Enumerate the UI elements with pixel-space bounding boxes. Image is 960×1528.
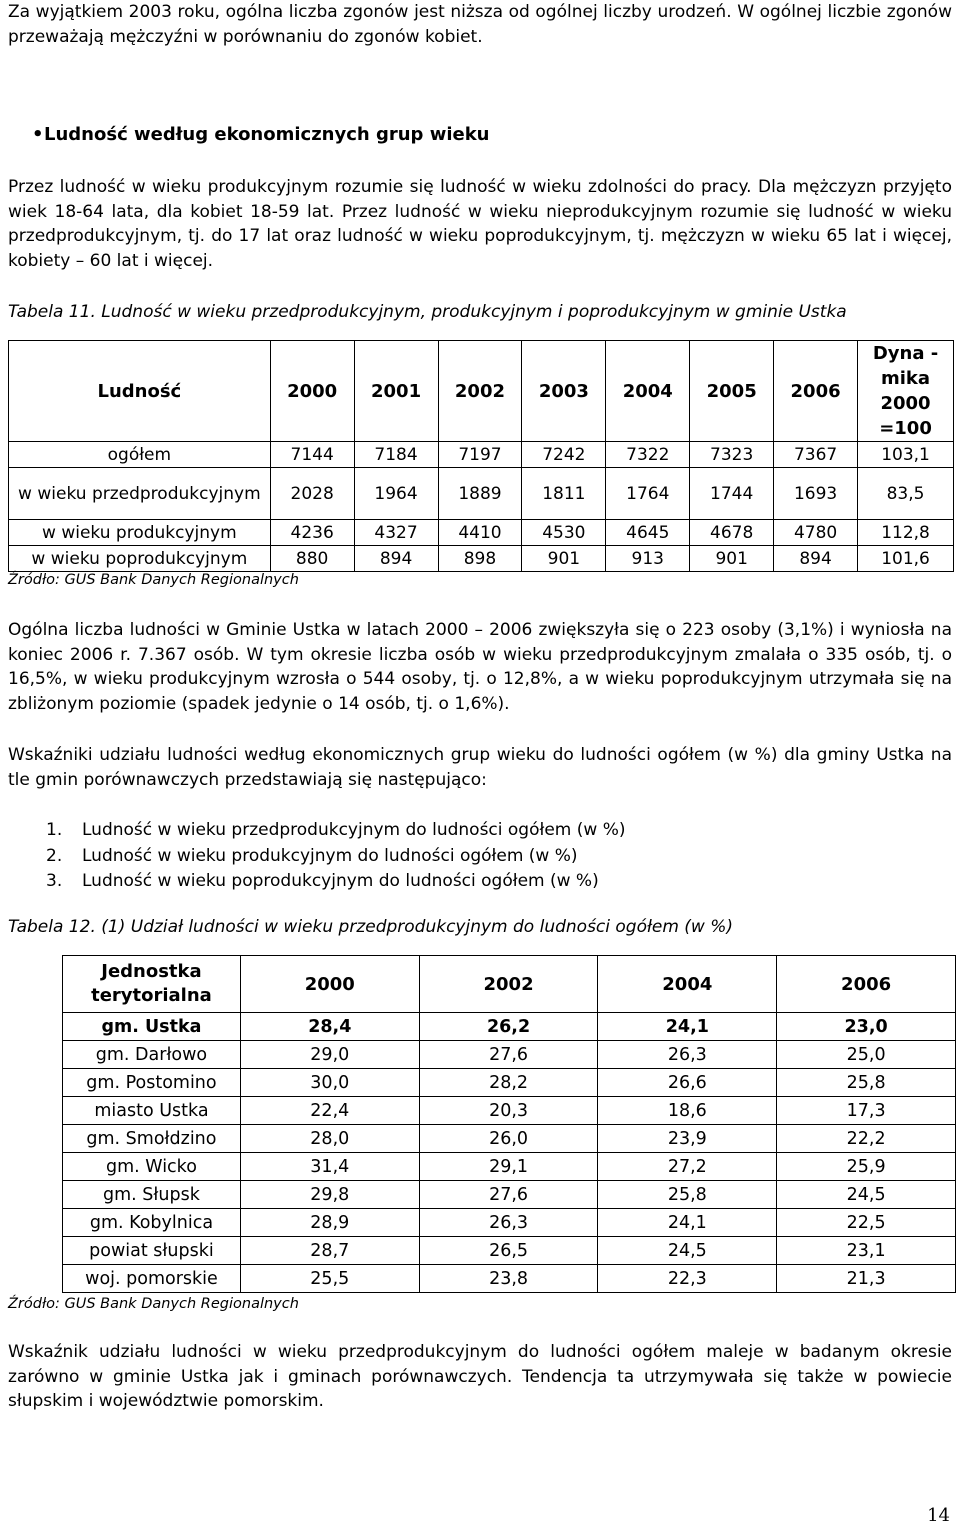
- table-cell: 26,3: [598, 1041, 777, 1069]
- table12-header-cell: 2002: [419, 956, 598, 1013]
- table-cell: 23,9: [598, 1125, 777, 1153]
- table-cell: 4327: [354, 520, 438, 546]
- list-item: [46, 844, 625, 870]
- table-cell: 4678: [690, 520, 774, 546]
- table-cell: 7184: [354, 442, 438, 468]
- table-cell: 29,1: [419, 1153, 598, 1181]
- table-cell: 2028: [270, 468, 354, 520]
- table12-header-cell: Jednostka terytorialna: [63, 956, 241, 1013]
- table12-header-cell: 2006: [777, 956, 956, 1013]
- table-cell: 1764: [606, 468, 690, 520]
- table11-header-cell: Ludność: [9, 341, 271, 442]
- table-cell: 21,3: [777, 1265, 956, 1293]
- table-cell: 28,4: [240, 1013, 419, 1041]
- list-item-text: Ludność w wieku poprodukcyjnym do ludności ogółem (w %): [82, 871, 599, 891]
- table-cell: 26,6: [598, 1069, 777, 1097]
- table-cell: 23,8: [419, 1265, 598, 1293]
- table-cell: 24,5: [598, 1237, 777, 1265]
- table-cell: 24,1: [598, 1013, 777, 1041]
- table12-caption-label: Tabela 12.: [8, 917, 96, 937]
- table-cell: 7144: [270, 442, 354, 468]
- list-item-number: 1.: [46, 820, 63, 840]
- table-cell: 28,7: [240, 1237, 419, 1265]
- table-cell: 898: [438, 546, 522, 572]
- table-cell: miasto Ustka: [63, 1097, 241, 1125]
- table-cell: gm. Słupsk: [63, 1181, 241, 1209]
- table-cell: 1693: [774, 468, 858, 520]
- table-cell: 7242: [522, 442, 606, 468]
- table-cell: gm. Smołdzino: [63, 1125, 241, 1153]
- table12-caption: [8, 917, 733, 937]
- table-cell: 7367: [774, 442, 858, 468]
- table-cell: 25,0: [777, 1041, 956, 1069]
- list-item: [46, 869, 625, 895]
- list-item-text: Ludność w wieku przedprodukcyjnym do ludności ogółem (w %): [82, 820, 626, 840]
- table-cell: 25,5: [240, 1265, 419, 1293]
- table-cell: 27,2: [598, 1153, 777, 1181]
- table-cell: 22,5: [777, 1209, 956, 1237]
- table-cell: 103,1: [858, 442, 954, 468]
- table-cell: 1964: [354, 468, 438, 520]
- table-cell: 23,1: [777, 1237, 956, 1265]
- table-cell: gm. Kobylnica: [63, 1209, 241, 1237]
- conclusion-paragraph: Wskaźnik udziału ludności w wieku przedprodukcyjnym do ludności ogółem maleje w badanym okresie zarówno w gminie Ustka jak i gminach porównawczych. Tendencja ta utrzymywała się także w powiecie słupskim i województwie pomorskim.: [8, 1342, 952, 1411]
- table-cell: 894: [354, 546, 438, 572]
- table-cell: 29,8: [240, 1181, 419, 1209]
- table-cell: gm. Wicko: [63, 1153, 241, 1181]
- table-cell: 23,0: [777, 1013, 956, 1041]
- table-cell: 4530: [522, 520, 606, 546]
- table-row: [63, 1097, 956, 1125]
- table-cell: 22,4: [240, 1097, 419, 1125]
- table-cell: 22,2: [777, 1125, 956, 1153]
- table-cell: 28,2: [419, 1069, 598, 1097]
- table-cell: 28,9: [240, 1209, 419, 1237]
- table-cell: powiat słupski: [63, 1237, 241, 1265]
- table-cell: 29,0: [240, 1041, 419, 1069]
- table-cell: 31,4: [240, 1153, 419, 1181]
- table-cell: 27,6: [419, 1041, 598, 1069]
- table-cell: ogółem: [9, 442, 271, 468]
- table-cell: gm. Ustka: [63, 1013, 241, 1041]
- table12-source: Źródło: GUS Bank Danych Regionalnych: [8, 1296, 299, 1312]
- table-cell: 880: [270, 546, 354, 572]
- table-row: [63, 1069, 956, 1097]
- table-cell: 1811: [522, 468, 606, 520]
- table-cell: 1744: [690, 468, 774, 520]
- table-row: [63, 1209, 956, 1237]
- list-item-number: 3.: [46, 871, 63, 891]
- table-row: [9, 520, 954, 546]
- table11-header-cell: 2002: [438, 341, 522, 442]
- summary-paragraph-2: Wskaźniki udziału ludności według ekonomicznych grup wieku do ludności ogółem (w %) dla gminy Ustka na tle gmin porównawczych przedstawiają się następująco:: [8, 745, 952, 790]
- table12-header-row: [63, 956, 956, 1013]
- table-cell: 27,6: [419, 1181, 598, 1209]
- table-cell: gm. Darłowo: [63, 1041, 241, 1069]
- table-cell: 901: [690, 546, 774, 572]
- table-12: [62, 955, 956, 1293]
- table-cell: 1889: [438, 468, 522, 520]
- table-cell: 30,0: [240, 1069, 419, 1097]
- table11-header-cell: 2000: [270, 341, 354, 442]
- table-cell: 28,0: [240, 1125, 419, 1153]
- indicator-list: [46, 818, 625, 895]
- page-number: 14: [927, 1505, 950, 1526]
- table-cell: 4780: [774, 520, 858, 546]
- table-cell: 26,0: [419, 1125, 598, 1153]
- table-cell: 26,3: [419, 1209, 598, 1237]
- table-cell: 4645: [606, 520, 690, 546]
- table-cell: 20,3: [419, 1097, 598, 1125]
- table11-header-cell: 2005: [690, 341, 774, 442]
- table11-header-cell: 2004: [606, 341, 690, 442]
- table-cell: 25,8: [598, 1181, 777, 1209]
- list-item: [46, 818, 625, 844]
- table-row: [63, 1265, 956, 1293]
- table11-caption-label: Tabela 11.: [8, 302, 96, 322]
- table-cell: 4236: [270, 520, 354, 546]
- table-cell: w wieku poprodukcyjnym: [9, 546, 271, 572]
- table-row: [9, 442, 954, 468]
- summary-paragraph-1: Ogólna liczba ludności w Gminie Ustka w latach 2000 – 2006 zwiększyła się o 223 osoby (3,1%) i wyniosła na koniec 2006 r. 7.367 osób. W tym okresie liczba osób w wieku przedprodukcyjnym zmalała o 335 osób, tj. o 16,5%, w wieku produkcyjnym wzrosła o 544 osoby, tj. o 12,8%, a w wieku poprodukcyjnym utrzymała się na zbliżonym poziomie (spadek jedynie o 14 osób, tj. o 1,6%).: [8, 620, 952, 714]
- table12-header-cell: 2004: [598, 956, 777, 1013]
- table12-caption-text: (1) Udział ludności w wieku przedprodukcyjnym do ludności ogółem (w %): [101, 917, 734, 937]
- table-cell: 901: [522, 546, 606, 572]
- table-cell: w wieku produkcyjnym: [9, 520, 271, 546]
- table11-source: Źródło: GUS Bank Danych Regionalnych: [8, 572, 299, 588]
- table-row: [63, 1181, 956, 1209]
- table-cell: 26,5: [419, 1237, 598, 1265]
- table-row: [63, 1153, 956, 1181]
- table11-caption: [8, 302, 847, 322]
- table11-header-cell: 2001: [354, 341, 438, 442]
- table-cell: woj. pomorskie: [63, 1265, 241, 1293]
- table-row: [63, 1013, 956, 1041]
- table-cell: 83,5: [858, 468, 954, 520]
- table-cell: 913: [606, 546, 690, 572]
- table-cell: 112,8: [858, 520, 954, 546]
- table-cell: 7197: [438, 442, 522, 468]
- table12-header-cell: 2000: [240, 956, 419, 1013]
- table11-header-row: [9, 341, 954, 442]
- table-row: [63, 1125, 956, 1153]
- table-cell: w wieku przedprodukcyjnym: [9, 468, 271, 520]
- table-row: [9, 468, 954, 520]
- intro-paragraph: Za wyjątkiem 2003 roku, ogólna liczba zgonów jest niższa od ogólnej liczby urodzeń. W ogólnej liczbie zgonów przeważają mężczyźni w porównaniu do zgonów kobiet.: [8, 2, 952, 47]
- table-cell: 25,8: [777, 1069, 956, 1097]
- table-cell: 894: [774, 546, 858, 572]
- table-row: [63, 1237, 956, 1265]
- bullet-icon: •: [32, 124, 44, 145]
- table-cell: 26,2: [419, 1013, 598, 1041]
- definition-paragraph: Przez ludność w wieku produkcyjnym rozumie się ludność w wieku zdolności do pracy. Dla mężczyzn przyjęto wiek 18-64 lata, dla kobiet 18-59 lat. Przez ludność w wieku nieprodukcyjnym rozumie się ludność w wieku przedprodukcyjnym, tj. do 17 lat oraz ludność w wieku poprodukcyjnym, tj. mężczyzn w wieku 65 lat i więcej, kobiety – 60 lat i więcej.: [8, 177, 952, 271]
- table-cell: 24,5: [777, 1181, 956, 1209]
- list-item-text: Ludność w wieku produkcyjnym do ludności ogółem (w %): [82, 845, 578, 866]
- table-cell: 4410: [438, 520, 522, 546]
- table11-header-cell: 2003: [522, 341, 606, 442]
- table11-caption-text: Ludność w wieku przedprodukcyjnym, produkcyjnym i poprodukcyjnym w gminie Ustka: [101, 302, 847, 322]
- table-11: [8, 340, 954, 572]
- list-item-number: 2.: [46, 845, 63, 866]
- table-cell: 7322: [606, 442, 690, 468]
- table-cell: 22,3: [598, 1265, 777, 1293]
- section-heading-text: Ludność według ekonomicznych grup wieku: [44, 124, 490, 145]
- table-cell: 18,6: [598, 1097, 777, 1125]
- table-cell: 7323: [690, 442, 774, 468]
- table-cell: 101,6: [858, 546, 954, 572]
- table-cell: gm. Postomino: [63, 1069, 241, 1097]
- table-row: [9, 546, 954, 572]
- table11-header-cell: 2006: [774, 341, 858, 442]
- table11-header-cell: Dyna -mika 2000 =100: [858, 341, 954, 442]
- table-row: [63, 1041, 956, 1069]
- table-cell: 24,1: [598, 1209, 777, 1237]
- table-cell: 17,3: [777, 1097, 956, 1125]
- table-cell: 25,9: [777, 1153, 956, 1181]
